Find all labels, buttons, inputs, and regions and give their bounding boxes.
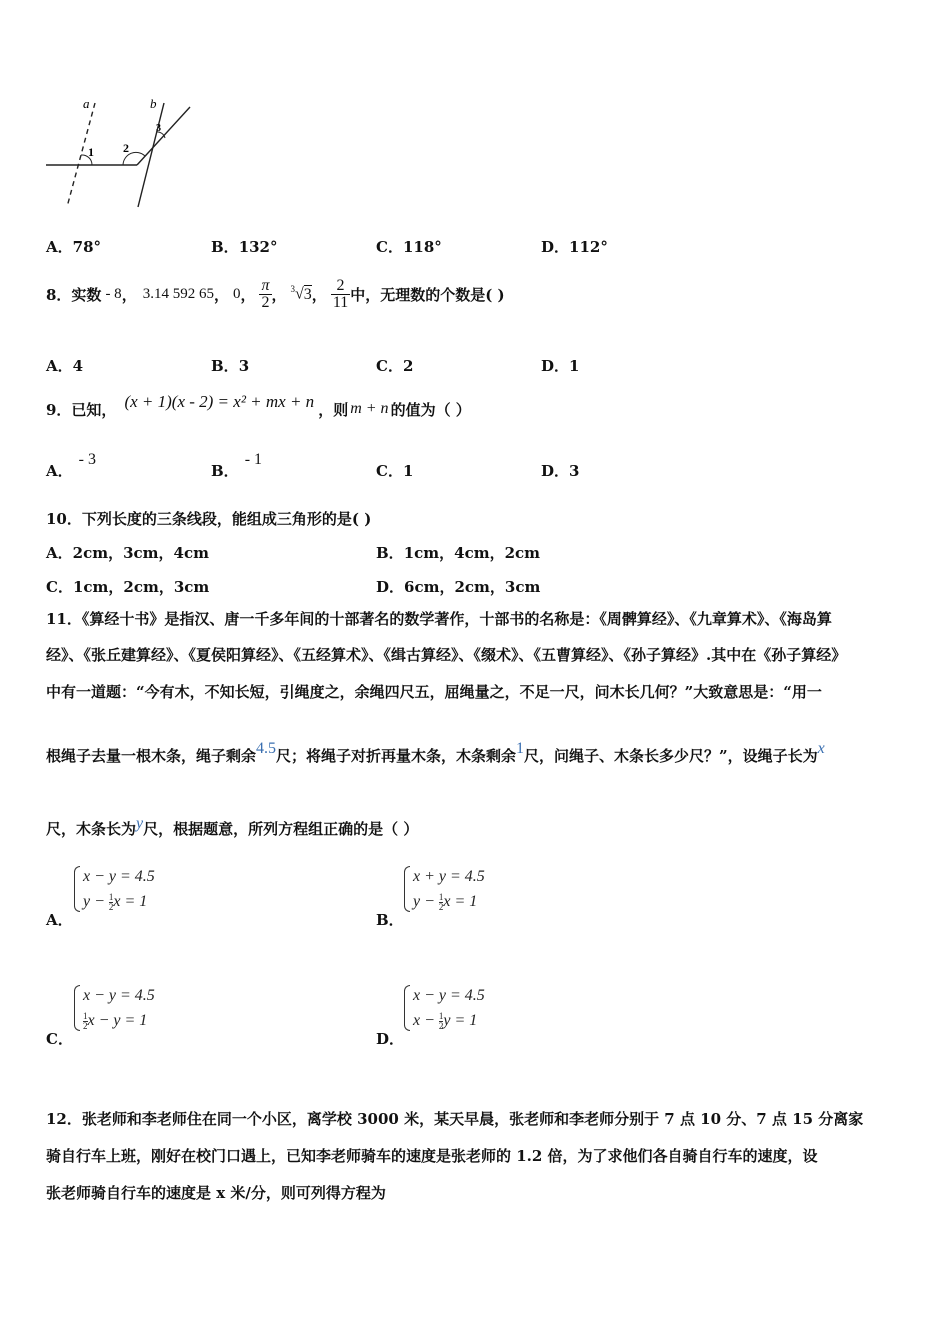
q9-option-b[interactable]: B．- 1 bbox=[211, 451, 263, 480]
label-b: b bbox=[150, 96, 157, 111]
q7-option-d[interactable]: D．112° bbox=[541, 238, 608, 256]
q8-stem: 8．实数 - 8 ， 3.14 592 65 ， 0 ， $\frac{\pi}{2}$ ， $^3$√3 ， $\frac{2}{11}$ 中，无理数的个数是( ) bbox=[46, 276, 505, 311]
label-1: 1 bbox=[88, 145, 94, 159]
q12-line-1: 12．张老师和李老师住在同一个小区，离学校 3000 米，某天早晨，张老师和李老师分别于 7 点 10 分、7 点 15 分离家 bbox=[46, 1110, 864, 1128]
slant-line bbox=[137, 107, 190, 165]
q8-option-c[interactable]: C．2 bbox=[376, 357, 414, 375]
q9-option-a[interactable]: A．- 3 bbox=[46, 451, 96, 480]
q11-line-3: 中有一道题：“今有木，不知长短，引绳度之，余绳四尺五，屈绳量之，不足一尺，问木长几何？”大致意思是：“用一 bbox=[46, 683, 822, 701]
angle-figure bbox=[40, 95, 200, 215]
q8-option-a[interactable]: A．4 bbox=[46, 357, 84, 375]
q11-line-1: 11．《算经十书》是指汉、唐一千多年间的十部著名的数学著作，十部书的名称是：《周髀算经》、《九章算术》、《海岛算 bbox=[46, 610, 832, 628]
label-a: a bbox=[83, 96, 90, 111]
q9-option-c[interactable]: C．1 bbox=[376, 462, 414, 480]
q7-option-c[interactable]: C．118° bbox=[376, 238, 442, 256]
line-b bbox=[138, 103, 164, 207]
q10-option-d[interactable]: D．6cm，2cm，3cm bbox=[376, 578, 541, 596]
q9-stem: 9．已知， (x + 1)(x - 2) = x² + mx + n ，则 m + n 的值为（ ） bbox=[46, 392, 471, 419]
q7-option-a[interactable]: A．78° bbox=[46, 238, 102, 256]
q9-option-d[interactable]: D．3 bbox=[541, 462, 580, 480]
q10-option-b[interactable]: B．1cm，4cm，2cm bbox=[376, 544, 541, 562]
q7-option-b[interactable]: B．132° bbox=[211, 238, 278, 256]
label-3: 3 bbox=[156, 123, 161, 134]
q10-stem: 10．下列长度的三条线段，能组成三角形的是( ) bbox=[46, 510, 372, 528]
q8-option-b[interactable]: B．3 bbox=[211, 357, 250, 375]
q12-line-3: 张老师骑自行车的速度是 x 米/分，则可列得方程为 bbox=[46, 1184, 386, 1202]
q11-line-2: 经》、《张丘建算经》、《夏侯阳算经》、《五经算术》、《缉古算经》、《缀术》、《五曹算经》、《孙子算经》.其中在《孙子算经》 bbox=[46, 646, 847, 664]
q10-option-c[interactable]: C．1cm，2cm，3cm bbox=[46, 578, 210, 596]
q10-option-a[interactable]: A．2cm，3cm，4cm bbox=[46, 544, 209, 562]
q8-option-d[interactable]: D．1 bbox=[541, 357, 580, 375]
q12-line-2: 骑自行车上班，刚好在校门口遇上，已知李老师骑车的速度是张老师的 1.2 倍，为了求他们各自骑自行车的速度，设 bbox=[46, 1147, 818, 1165]
q11-line-5: 尺，木条长为y尺，根据题意，所列方程组正确的是（ ） bbox=[46, 815, 419, 838]
q11-line-4: 根绳子去量一根木条，绳子剩余4.5尺；将绳子对折再量木条，木条剩余1尺，问绳子、木条长多少尺？”，设绳子长为x bbox=[46, 740, 825, 765]
label-2: 2 bbox=[123, 141, 129, 155]
